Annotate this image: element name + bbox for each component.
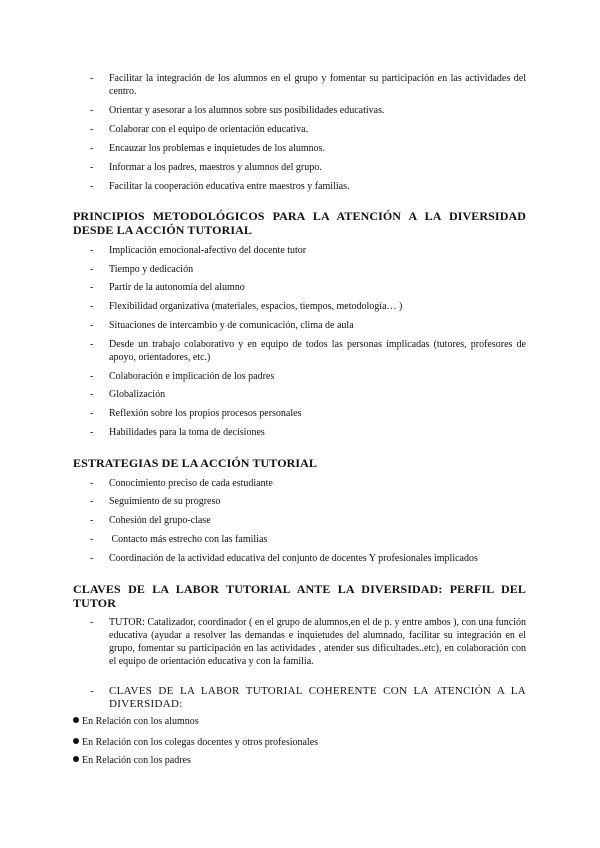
- bullet-text: En Relación con los alumnos: [82, 716, 199, 727]
- list-item: Conocimiento preciso de cada estudiante: [109, 478, 273, 489]
- list-item: Situaciones de intercambio y de comunicación, clima de aula: [109, 320, 354, 331]
- list-item: Globalización: [109, 389, 166, 400]
- list-item: Colaborar con el equipo de orientación educativa.: [109, 124, 309, 135]
- bullet-text: En Relación con los padres: [82, 755, 191, 766]
- list-item: Implicación emocional-afectivo del docente tutor: [109, 245, 307, 256]
- list-dash: -: [90, 320, 94, 331]
- list-dash: -: [90, 105, 94, 116]
- bullet-icon: [73, 717, 79, 723]
- list-item: Encauzar los problemas e inquietudes de los alumnos.: [109, 143, 326, 154]
- list-dash: -: [90, 264, 94, 275]
- bullet-icon: [73, 756, 79, 762]
- list-dash: -: [90, 301, 94, 312]
- list-dash: -: [90, 124, 94, 135]
- bullet-text: En Relación con los colegas docentes y otros profesionales: [82, 737, 319, 748]
- list-dash: -: [90, 143, 94, 154]
- list-dash: -: [90, 73, 94, 84]
- claves-item: CLAVES DE LA LABOR TUTORIAL COHERENTE CON LA ATENCIÓN A LA DIVERSIDAD:: [109, 685, 526, 710]
- list-dash: -: [90, 534, 94, 545]
- list-dash: -: [90, 181, 94, 192]
- list-dash: -: [90, 478, 94, 489]
- list-item: Desde un trabajo colaborativo y en equipo de todos las personas implicadas (tutores, profesores de apoyo, orientadores, etc.): [109, 339, 526, 363]
- list-dash: -: [90, 515, 94, 526]
- bullet-item: [73, 715, 199, 728]
- section-heading-estrategias: ESTRATEGIAS DE LA ACCIÓN TUTORIAL: [73, 456, 318, 470]
- list-item: Seguimiento de su progreso: [109, 496, 221, 507]
- list-item: Coordinación de la actividad educativa del conjunto de docentes Y profesionales implicados: [109, 553, 478, 564]
- list-item: Partir de la autonomía del alumno: [109, 282, 245, 293]
- tutor-description: TUTOR: Catalizador, coordinador ( en el grupo de alumnos,en el de p. y entre ambos ), con una función educativa (ayudar a resolver las demandas e inquietudes del alumnado, facilitar su integración en el grupo, fomentar su participación en las actividades , atender sus dificultades..etc), en colaboración con el equipo de orientación educativa y con la familia.: [109, 617, 526, 667]
- list-item: Tiempo y dedicación: [109, 264, 194, 275]
- list-dash: -: [90, 685, 94, 697]
- bullet-item: [73, 736, 318, 749]
- list-dash: -: [90, 245, 94, 256]
- section-heading-principios: PRINCIPIOS METODOLÓGICOS PARA LA ATENCIÓN A LA DIVERSIDAD DESDE LA ACCIÓN TUTORIAL: [73, 209, 526, 237]
- list-dash: -: [90, 496, 94, 507]
- list-item: Reflexión sobre los propios procesos personales: [109, 408, 302, 419]
- section-heading-claves: CLAVES DE LA LABOR TUTORIAL ANTE LA DIVERSIDAD: PERFIL DEL TUTOR: [73, 582, 526, 610]
- list-dash: -: [90, 553, 94, 564]
- list-dash: -: [90, 408, 94, 419]
- list-item: Contacto más estrecho con las familias: [109, 534, 268, 545]
- list-dash: -: [90, 427, 94, 438]
- bullet-icon: [73, 738, 79, 744]
- list-dash: -: [90, 339, 94, 350]
- bullet-item: [73, 754, 191, 767]
- list-dash: -: [90, 282, 94, 293]
- list-item: Colaboración e implicación de los padres: [109, 371, 275, 382]
- list-item: Cohesión del grupo-clase: [109, 515, 211, 526]
- list-item: Habilidades para la toma de decisiones: [109, 427, 265, 438]
- list-item: Flexibilidad organizativa (materiales, espacios, tiempos, metodología… ): [109, 301, 403, 312]
- list-item: Informar a los padres, maestros y alumnos del grupo.: [109, 162, 322, 173]
- list-dash: -: [90, 389, 94, 400]
- list-dash: -: [90, 371, 94, 382]
- list-dash: -: [90, 162, 94, 173]
- list-item: Facilitar la integración de los alumnos en el grupo y fomentar su participación en las actividades del centro.: [109, 73, 526, 97]
- list-dash: -: [90, 617, 94, 628]
- list-item: Orientar y asesorar a los alumnos sobre sus posibilidades educativas.: [109, 105, 385, 116]
- list-item: Facilitar la cooperación educativa entre maestros y familias.: [109, 181, 350, 192]
